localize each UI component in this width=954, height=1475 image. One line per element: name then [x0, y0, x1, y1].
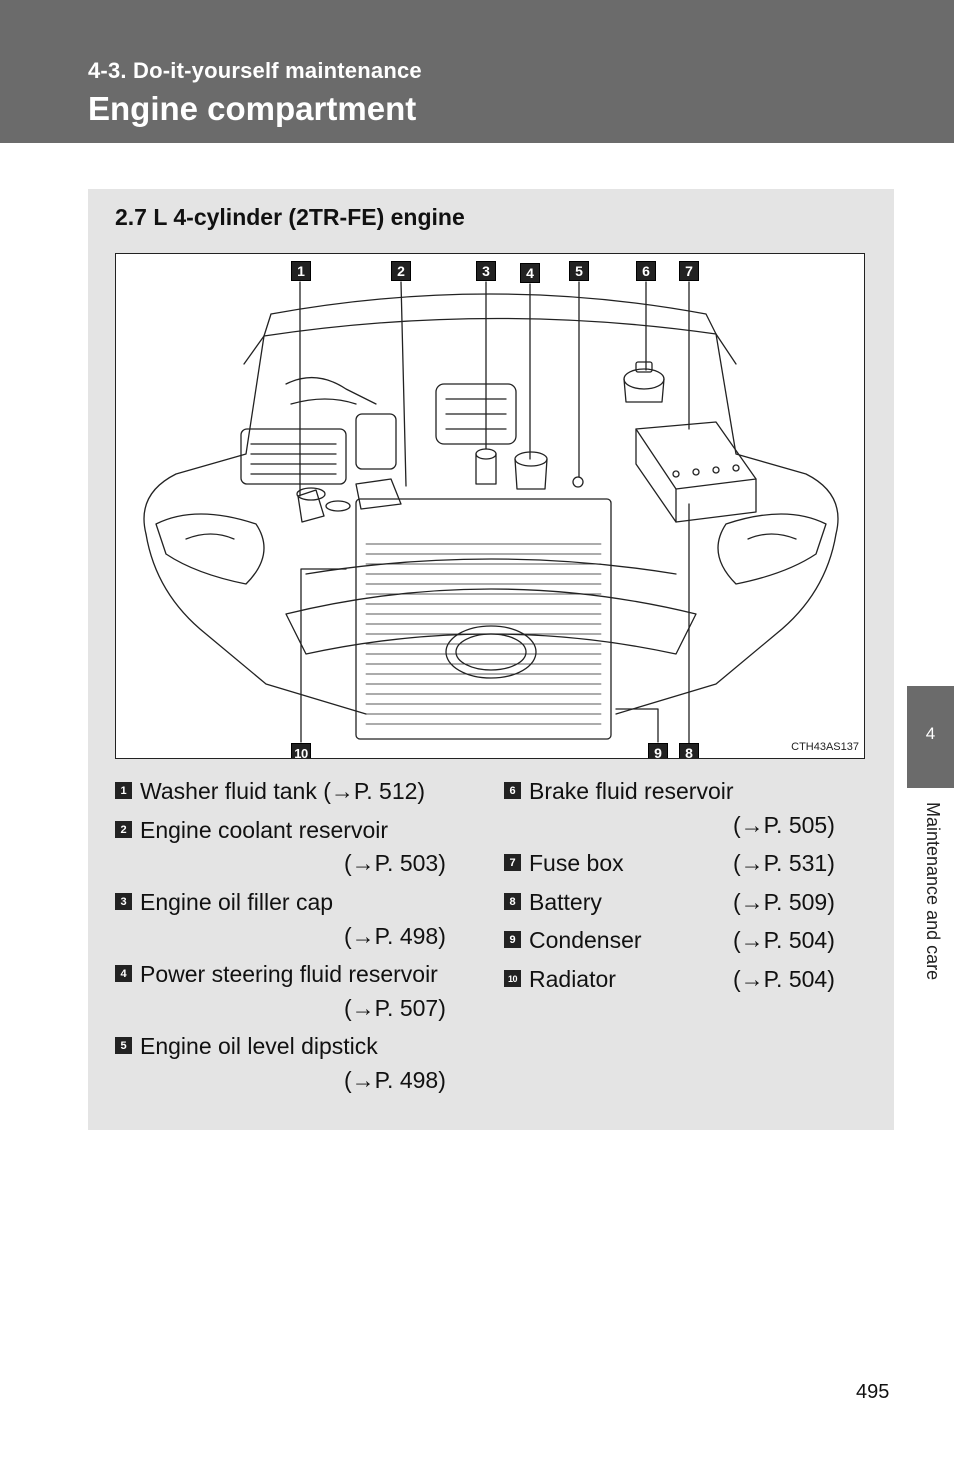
legend-number: 2	[115, 821, 132, 838]
engine-illustration	[115, 253, 865, 759]
legend-item-power-steering-fluid-reservoir	[115, 961, 438, 987]
callout-9-badge: 9	[648, 743, 668, 759]
legend-item-battery	[504, 889, 602, 915]
legend-label: Fuse box	[529, 850, 624, 876]
page-header	[0, 0, 954, 143]
legend-number: 9	[504, 931, 521, 948]
chapter-title: Maintenance and care	[923, 802, 943, 981]
callout-5-badge: 5	[569, 261, 589, 281]
legend-item-engine-oil-filler-cap	[115, 889, 333, 915]
legend-ref: (→P. 509)	[733, 889, 835, 915]
engine-drawing	[116, 254, 865, 759]
legend-label: Washer fluid tank	[140, 778, 317, 804]
legend-number: 1	[115, 782, 132, 799]
legend-item-brake-fluid-reservoir	[504, 778, 734, 804]
legend-item-radiator	[504, 966, 616, 992]
legend-ref: (→P. 512)	[323, 778, 426, 804]
legend-label: Radiator	[529, 966, 616, 992]
figure-code: CTH43AS137	[791, 741, 859, 753]
callout-8-badge: 8	[679, 743, 699, 759]
legend-ref: (→P. 531)	[733, 850, 835, 876]
legend-number: 6	[504, 782, 521, 799]
engine-heading: 2.7 L 4-cylinder (2TR-FE) engine	[115, 204, 465, 230]
callout-4-badge: 4	[520, 263, 540, 283]
legend-number: 5	[115, 1037, 132, 1054]
chapter-number: 4	[925, 724, 936, 743]
legend-item-engine-oil-level-dipstick	[115, 1033, 378, 1059]
section-label: 4-3. Do-it-yourself maintenance	[88, 58, 422, 83]
legend-label: Engine oil level dipstick	[140, 1033, 378, 1059]
callout-3-badge: 3	[476, 261, 496, 281]
legend-ref: (→P. 498)	[344, 1067, 446, 1093]
legend-ref: (→P. 507)	[344, 995, 446, 1021]
legend-ref: (→P. 505)	[733, 812, 835, 838]
legend-label: Condenser	[529, 927, 642, 953]
legend-ref: (→P. 498)	[344, 923, 446, 949]
page-number: 495	[856, 1381, 890, 1403]
legend-number: 3	[115, 893, 132, 910]
legend-ref: (→P. 503)	[344, 850, 446, 876]
legend-label: Engine oil filler cap	[140, 889, 334, 915]
legend-number: 8	[504, 893, 521, 910]
callout-2-badge: 2	[391, 261, 411, 281]
legend-label: Brake fluid reservoir	[529, 778, 734, 804]
legend-item-condenser	[504, 927, 642, 953]
legend-number: 4	[115, 965, 132, 982]
legend-item-washer-fluid-tank	[115, 778, 425, 804]
content-panel	[88, 189, 894, 1130]
callout-6-badge: 6	[636, 261, 656, 281]
legend-ref: (→P. 504)	[733, 927, 835, 953]
page-title: Engine compartment	[88, 90, 417, 127]
callout-7-badge: 7	[679, 261, 699, 281]
chapter-tab[interactable]	[907, 686, 954, 788]
callout-10-badge: 10	[291, 743, 311, 759]
legend-item-engine-coolant-reservoir	[115, 817, 388, 843]
callout-1-badge: 1	[291, 261, 311, 281]
legend-label: Battery	[529, 889, 602, 915]
legend-label: Engine coolant reservoir	[140, 817, 389, 843]
legend-ref: (→P. 504)	[733, 966, 835, 992]
legend-item-fuse-box	[504, 850, 624, 876]
legend-number: 10	[504, 970, 521, 987]
legend-number: 7	[504, 854, 521, 871]
legend-label: Power steering fluid reservoir	[140, 961, 438, 987]
